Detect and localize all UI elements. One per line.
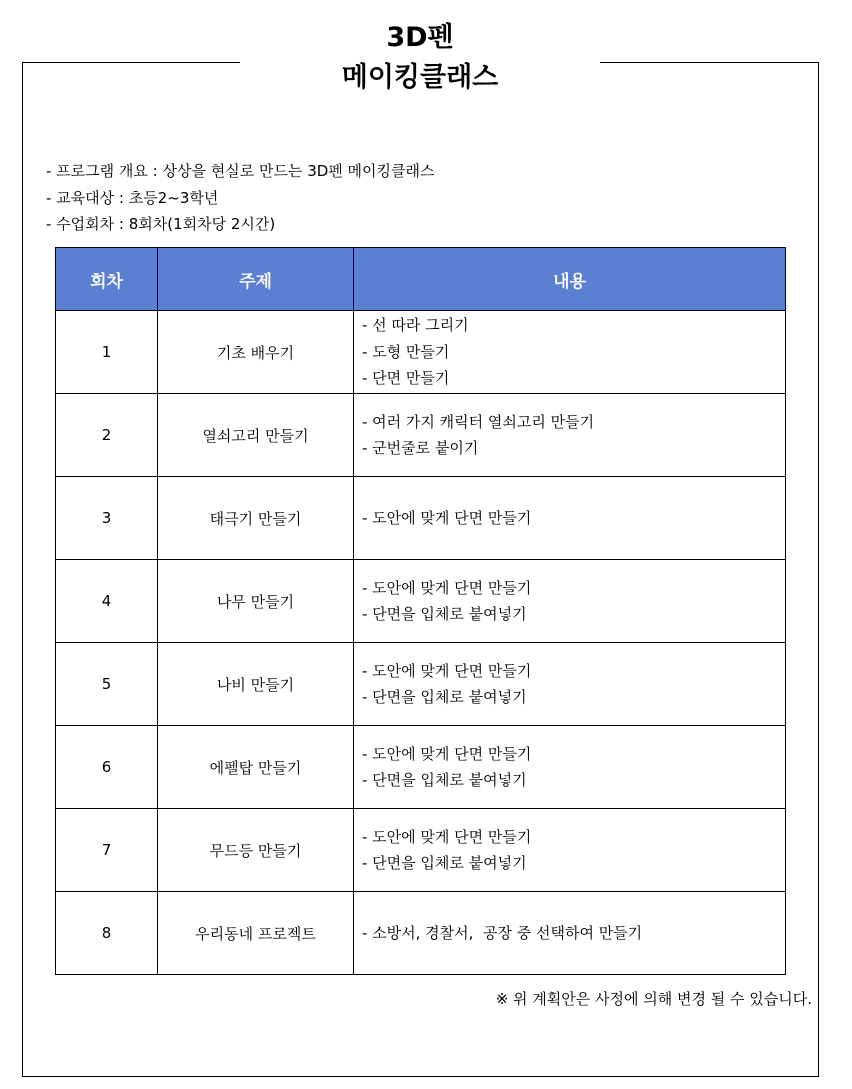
session-number: 5	[56, 643, 158, 726]
table-row	[56, 643, 786, 726]
session-topic: 에펠탑 만들기	[158, 726, 354, 809]
info-target: - 교육대상 : 초등2~3학년	[46, 188, 219, 207]
session-content	[354, 726, 786, 809]
content-line: - 도안에 맞게 단면 만들기	[362, 661, 532, 680]
info-overview: - 프로그램 개요 : 상상을 현실로 만드는 3D펜 메이킹클래스	[46, 162, 435, 180]
table-header-row	[56, 248, 786, 311]
session-topic: 열쇠고리 만들기	[158, 394, 354, 477]
table-row	[56, 726, 786, 809]
table-row	[56, 809, 786, 892]
session-number: 2	[56, 394, 158, 477]
session-number: 3	[56, 477, 158, 560]
content-line: - 도안에 맞게 단면 만들기	[362, 744, 532, 763]
session-number: 7	[56, 809, 158, 892]
content-line: - 선 따라 그리기	[362, 316, 469, 335]
content-line: - 도안에 맞게 단면 만들기	[362, 827, 532, 846]
session-topic: 태극기 만들기	[158, 477, 354, 560]
content-line: - 도안에 맞게 단면 만들기	[362, 578, 532, 597]
header-content: 내용	[354, 248, 786, 311]
content-line: - 소방서, 경찰서, 공장 중 선택하여 만들기	[362, 923, 643, 942]
content-line: - 여러 가지 캐릭터 열쇠고리 만들기	[362, 412, 595, 431]
content-line: - 군번줄로 붙이기	[362, 439, 479, 457]
notice-text: ※ 위 계획안은 사정에 의해 변경 될 수 있습니다.	[495, 990, 812, 1008]
table-body	[56, 311, 786, 975]
table-row	[56, 560, 786, 643]
session-content	[354, 643, 786, 726]
program-info	[46, 158, 435, 238]
session-number: 8	[56, 892, 158, 975]
session-content	[354, 311, 786, 394]
content-line: - 단면 만들기	[362, 369, 450, 388]
curriculum-table	[55, 247, 786, 975]
content-line: - 단면을 입체로 붙여넣기	[362, 605, 527, 623]
session-topic: 무드등 만들기	[158, 809, 354, 892]
session-topic: 기초 배우기	[158, 311, 354, 394]
title-line-1: 3D펜	[386, 22, 454, 53]
content-line: - 단면을 입체로 붙여넣기	[362, 854, 527, 872]
content-line: - 단면을 입체로 붙여넣기	[362, 688, 527, 706]
table-row	[56, 311, 786, 394]
session-content	[354, 560, 786, 643]
session-topic: 우리동네 프로젝트	[158, 892, 354, 975]
session-content	[354, 477, 786, 560]
session-content	[354, 892, 786, 975]
title-line-2: 메이킹클래스	[341, 62, 499, 93]
session-topic: 나무 만들기	[158, 560, 354, 643]
info-sessions: - 수업회차 : 8회차(1회차당 2시간)	[46, 215, 276, 233]
session-topic: 나비 만들기	[158, 643, 354, 726]
session-content	[354, 809, 786, 892]
table-row	[56, 477, 786, 560]
content-line: - 단면을 입체로 붙여넣기	[362, 771, 527, 789]
session-number: 4	[56, 560, 158, 643]
table-row	[56, 394, 786, 477]
session-number: 6	[56, 726, 158, 809]
content-line: - 도형 만들기	[362, 342, 450, 361]
content-line: - 도안에 맞게 단면 만들기	[362, 508, 532, 527]
session-number: 1	[56, 311, 158, 394]
page-title	[220, 18, 620, 98]
table-row	[56, 892, 786, 975]
session-content	[354, 394, 786, 477]
header-session: 회차	[56, 248, 158, 311]
header-topic: 주제	[158, 248, 354, 311]
